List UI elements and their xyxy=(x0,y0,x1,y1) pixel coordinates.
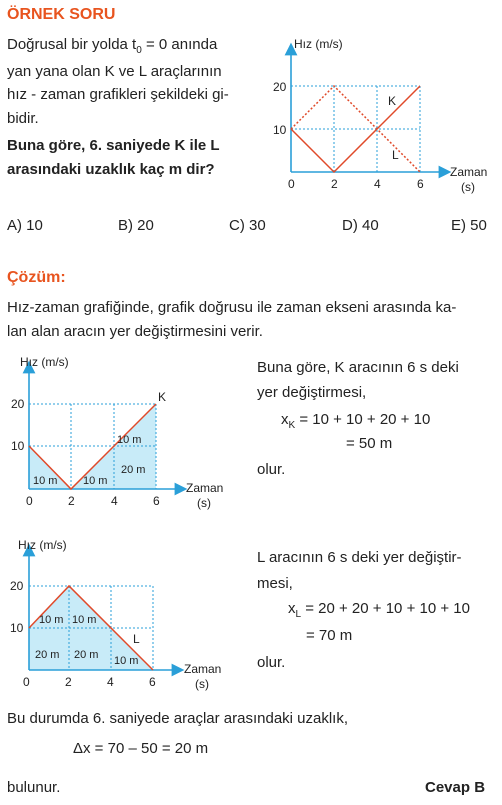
k-area-label-1: 10 m xyxy=(33,475,58,487)
k-text-2: yer değiştirmesi, xyxy=(257,384,367,401)
example-question-title: ÖRNEK SORU xyxy=(7,6,116,23)
xtick-2: 2 xyxy=(331,177,338,191)
ytick-20: 20 xyxy=(273,80,287,94)
l-result: = 70 m xyxy=(306,627,353,644)
k-after: olur. xyxy=(257,461,286,478)
l-equation: $x_L = 20 + 20 + 10 + 10 + 10$ xyxy=(288,600,470,620)
l-area-label-3: 20 m xyxy=(35,649,60,661)
question-y-label: Hız (m/s) xyxy=(294,37,343,51)
svg-text:20: 20 xyxy=(11,397,25,411)
question-line-1: Doğrusal bir yolda $t_0 = 0$ anında xyxy=(7,36,218,56)
k-result: = 50 m xyxy=(346,435,393,452)
choice-c[interactable]: C) 30 xyxy=(229,217,266,234)
l-area-label-1: 10 m xyxy=(39,614,64,626)
delta-equation: Δx = 70 – 50 = 20 m xyxy=(73,740,209,757)
l-after: olur. xyxy=(257,654,286,671)
svg-text:(s): (s) xyxy=(195,677,209,691)
choice-a[interactable]: A) 10 xyxy=(7,217,43,234)
x-label-unit: (s) xyxy=(461,180,475,194)
solution-intro-2: lan alan aracın yer değiştirmesini verir. xyxy=(7,323,263,340)
question-bold-line-2: arasındaki uzaklık kaç m dir? xyxy=(7,161,215,178)
svg-text:20: 20 xyxy=(10,579,24,593)
svg-text:6: 6 xyxy=(153,494,160,508)
final-text: bulunur. xyxy=(7,779,61,796)
svg-text:(s): (s) xyxy=(197,496,211,510)
solution-title: Çözüm: xyxy=(7,269,66,286)
k-equation: $x_K = 10 + 10 + 20 + 10$ xyxy=(281,411,431,431)
svg-text:4: 4 xyxy=(107,675,114,689)
l-area-label-4: 20 m xyxy=(74,649,99,661)
l-area-label-2: 10 m xyxy=(72,614,97,626)
solution-intro-1: Hız-zaman grafiğinde, grafik doğrusu ile zaman ekseni arasında ka- xyxy=(7,299,457,316)
svg-text:0: 0 xyxy=(26,494,33,508)
choice-b[interactable]: B) 20 xyxy=(118,217,154,234)
label-l: L xyxy=(392,148,399,162)
l-area-graph xyxy=(8,536,240,701)
l-text-1: L aracının 6 s deki yer değiştir- xyxy=(257,549,462,566)
svg-text:6: 6 xyxy=(149,675,156,689)
svg-text:L: L xyxy=(133,632,140,646)
svg-text:10: 10 xyxy=(11,439,25,453)
xtick-0: 0 xyxy=(288,177,295,191)
xtick-4: 4 xyxy=(374,177,381,191)
question-line-3: hız - zaman grafikleri şekildeki gi- xyxy=(7,86,229,103)
answer-label: Cevap B xyxy=(425,779,486,796)
svg-text:Zaman: Zaman xyxy=(186,481,224,495)
svg-text:K: K xyxy=(158,390,167,404)
svg-text:2: 2 xyxy=(65,675,72,689)
l-area-label-5: 10 m xyxy=(114,655,139,667)
svg-text:4: 4 xyxy=(111,494,118,508)
choice-d[interactable]: D) 40 xyxy=(342,217,379,234)
xtick-6: 6 xyxy=(417,177,424,191)
svg-text:10: 10 xyxy=(10,621,24,635)
svg-text:Zaman: Zaman xyxy=(184,662,222,676)
l-text-2: mesi, xyxy=(257,575,293,592)
question-bold-line-1: Buna göre, 6. saniyede K ile L xyxy=(7,137,220,154)
k-area-label-3: 10 m xyxy=(117,434,142,446)
x-label-zaman: Zaman xyxy=(450,165,488,179)
question-line-4: bidir. xyxy=(7,110,39,127)
k-area-label-2: 10 m xyxy=(83,475,108,487)
question-graph xyxy=(270,35,502,200)
svg-text:Hız (m/s): Hız (m/s) xyxy=(20,355,69,369)
conclusion-text: Bu durumda 6. saniyede araçlar arasındaki uzaklık, xyxy=(7,710,349,727)
svg-text:Hız (m/s): Hız (m/s) xyxy=(18,538,67,552)
label-k: K xyxy=(388,94,397,108)
question-line-2: yan yana olan K ve L araçlarının xyxy=(7,63,222,80)
choice-e[interactable]: E) 50 xyxy=(451,217,487,234)
k-text-1: Buna göre, K aracının 6 s deki xyxy=(257,359,459,376)
question-grid xyxy=(291,86,420,172)
k-area-graph xyxy=(8,353,240,518)
svg-text:0: 0 xyxy=(23,675,30,689)
k-area-label-4: 20 m xyxy=(121,464,146,476)
ytick-10: 10 xyxy=(273,123,287,137)
svg-text:2: 2 xyxy=(68,494,75,508)
